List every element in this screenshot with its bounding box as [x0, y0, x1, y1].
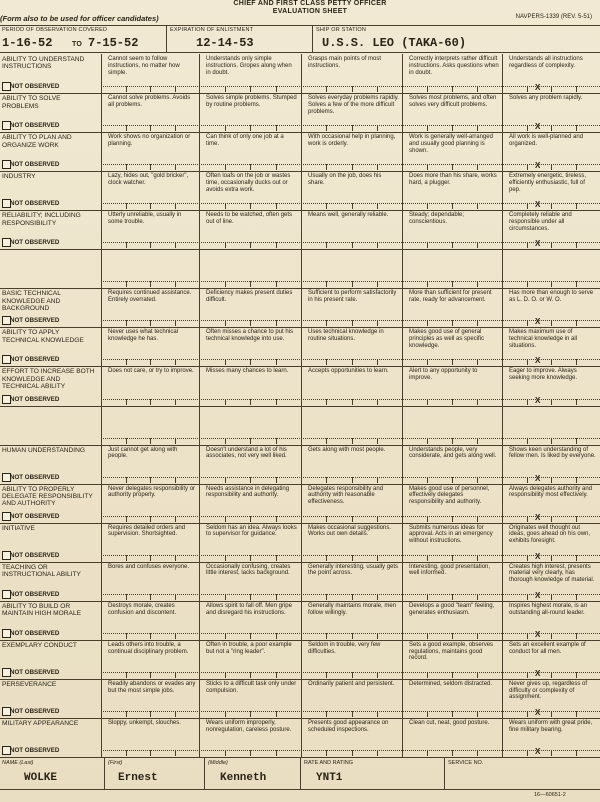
descriptor-cell: Bores and confuses everyone.	[108, 563, 190, 570]
descriptor-cell: Does not care, or try to improve.	[108, 368, 194, 375]
rating-mark[interactable]: X	[535, 395, 541, 405]
descriptor-cell: Destroys morale, creates confusion and discontent.	[108, 602, 177, 616]
descriptor-cell: Makes good use of personnel, effectively delegates responsibility and authority.	[409, 485, 490, 506]
not-observed-label: NOT OBSERVED	[10, 356, 60, 364]
not-observed-label: NOT OBSERVED	[10, 473, 60, 481]
descriptor-cell: Completely reliable and responsible under all circumstances.	[509, 212, 572, 232]
header-rule-bottom	[0, 52, 600, 53]
descriptor-cell: Makes occasional suggestions. Works out own details.	[308, 524, 392, 538]
form-note: (Form also to be used for officer candidates)	[0, 14, 159, 23]
row-rule	[0, 679, 600, 680]
descriptor-cell: More than sufficient for present rate, ready for advancement.	[409, 290, 492, 304]
row-label: ABILITY TO PLAN AND ORGANIZE WORK	[2, 134, 72, 149]
row-label: EXEMPLARY CONDUCT	[2, 641, 77, 649]
row-rule	[0, 93, 600, 94]
row-rule	[0, 288, 600, 289]
row-label: MILITARY APPEARANCE	[2, 719, 79, 727]
footer-divider-2	[204, 757, 205, 789]
row-rule	[0, 210, 600, 211]
descriptor-cell: Generally maintains morale, men follow willingly.	[308, 602, 397, 616]
descriptor-cell: Leads others into trouble, a continual disciplinary problem.	[108, 641, 189, 655]
descriptor-cell: Often loafs on the job or wastes time, occasionally ducks out or avoids extra work.	[206, 173, 291, 193]
row-label: BASIC TECHNICAL KNOWLEDGE AND BACKGROUND	[2, 290, 61, 313]
descriptor-cell: Generally interesting, usually gets the point across.	[308, 563, 399, 577]
header-divider-2	[312, 25, 313, 52]
service-number-label: SERVICE NO.	[448, 760, 484, 766]
not-observed-label: NOT OBSERVED	[10, 83, 60, 91]
last-name-field[interactable]: WOLKE	[24, 772, 58, 784]
scale-rule	[101, 750, 600, 751]
not-observed-label: NOT OBSERVED	[10, 668, 60, 676]
scale-rule	[101, 711, 600, 712]
footer-divider-4	[444, 757, 445, 789]
descriptor-cell: Creates high interest, presents material very clearly, has thorough knowledge of material.	[509, 563, 595, 584]
scale-rule	[101, 438, 600, 439]
descriptor-cell: Presents good appearance on scheduled inspections.	[308, 719, 389, 733]
row-label: ABILITY TO BUILD OR MAINTAIN HIGH MORALE	[2, 602, 82, 618]
descriptor-cell: Sticks to a difficult task only under compulsion.	[206, 680, 297, 694]
descriptor-cell: Accepts opportunities to learn.	[308, 368, 389, 375]
row-rule	[0, 523, 600, 524]
descriptor-cell: With occasional help in planning, work is orderly.	[308, 134, 396, 147]
rating-mark[interactable]: X	[535, 747, 541, 756]
enlistment-field[interactable]: 12-14-53	[196, 36, 254, 50]
descriptor-cell: Seldom has an idea. Always looks to supervisor for guidance.	[206, 524, 297, 538]
column-divider	[502, 54, 503, 757]
scale-rule	[101, 594, 600, 595]
descriptor-cell: Means well, generally reliable.	[308, 212, 389, 219]
period-from-field[interactable]: 1-16-52	[2, 36, 53, 50]
form-code: 16—60651-2	[534, 792, 566, 798]
descriptor-cell: Makes maximum use of technical knowledge in all situations.	[509, 329, 578, 349]
ship-label: SHIP OR STATION	[316, 27, 367, 33]
descriptor-cell: Work shows no organization or planning.	[108, 134, 191, 147]
rating-mark[interactable]: X	[535, 356, 541, 366]
descriptor-cell: Occasionally confusing, creates little interest, lacks background.	[206, 563, 291, 577]
descriptor-cell: Cannot seem to follow instructions, no matter how simple.	[108, 56, 180, 76]
row-rule	[0, 327, 600, 328]
form-title-main: CHIEF AND FIRST CLASS PETTY OFFICER	[233, 0, 387, 7]
scale-rule	[101, 633, 600, 634]
row-rule	[0, 445, 600, 446]
rating-mark[interactable]: X	[535, 161, 541, 171]
period-to-field[interactable]: 7-15-52	[88, 36, 139, 50]
footer-divider-3	[300, 757, 301, 789]
scale-rule	[101, 320, 600, 321]
descriptor-cell: Steady; dependable; conscientious.	[409, 212, 465, 225]
descriptor-cell: Usually on the job, does his share.	[308, 173, 382, 186]
descriptor-cell: Never delegates responsibility or authority properly.	[108, 485, 196, 499]
row-label: HUMAN UNDERSTANDING	[2, 446, 86, 454]
descriptor-cell: Inspires highest morale, is an outstanding all-round leader.	[509, 602, 588, 616]
header-rule-top	[0, 25, 600, 26]
column-divider	[199, 54, 200, 757]
descriptor-cell: Requires detailed orders and supervision. Shortsighted.	[108, 524, 186, 538]
descriptor-cell: Wears uniform with great pride, fine military bearing.	[509, 719, 593, 733]
period-to-word: TO	[72, 41, 82, 48]
descriptor-cell: Interesting, good presentation, well informed.	[409, 563, 491, 577]
not-observed-label: NOT OBSERVED	[10, 629, 60, 637]
descriptor-cell: Work is generally well-arranged and usually good planning is shown.	[409, 134, 493, 154]
middle-name-field[interactable]: Kenneth	[220, 772, 267, 784]
descriptor-cell: Gets along with most people.	[308, 446, 386, 453]
period-label: PERIOD OF OBSERVATION COVERED	[2, 27, 108, 33]
descriptor-cell: Eager to improve. Always seeking more knowledge.	[509, 368, 578, 382]
rating-mark[interactable]: X	[535, 629, 541, 639]
form-title	[180, 0, 440, 16]
row-label: ABILITY TO PROPERLY DELEGATE RESPONSIBILITY AND AUTHORITY	[2, 485, 93, 508]
descriptor-cell: Never gives up, regardless of difficulty or complexity of assignment.	[509, 680, 588, 701]
descriptor-cell: Often misses a chance to put his technical knowledge into use.	[206, 329, 294, 343]
row-rule	[0, 132, 600, 133]
scale-rule	[101, 281, 600, 282]
descriptor-cell: Determined, seldom distracted.	[409, 680, 493, 687]
descriptor-cell: Ordinarily patient and persistent.	[308, 680, 395, 687]
descriptor-cell: Does more than his share, works hard, a plugger.	[409, 173, 497, 186]
not-observed-label: NOT OBSERVED	[10, 122, 60, 130]
rating-mark[interactable]: X	[535, 83, 541, 93]
descriptor-cell: Sets an excellent example of conduct for all men.	[509, 641, 586, 655]
descriptor-cell: Solves any problem rapidly.	[509, 95, 583, 102]
descriptor-cell: Has more than enough to serve as L. D. O. or W. O.	[509, 290, 594, 304]
rating-mark[interactable]: X	[535, 668, 541, 678]
middle-name-label: (Middle)	[208, 760, 228, 766]
footer-divider-1	[104, 757, 105, 789]
descriptor-cell: All work is well-planned and organized.	[509, 134, 584, 147]
row-label: TEACHING OR INSTRUCTIONAL ABILITY	[2, 563, 81, 579]
row-label: PERSEVERANCE	[2, 680, 57, 688]
descriptor-cell: Wears uniform improperly, nonregulation, careless posture.	[206, 719, 292, 733]
rating-mark[interactable]: X	[535, 590, 541, 600]
descriptor-cell: Clean cut, neat, good posture.	[409, 719, 490, 726]
descriptor-cell: Doesn't understand a lot of his associates, not very well liked.	[206, 446, 287, 460]
descriptor-cell: Cannot solve problems. Avoids all problems.	[108, 95, 191, 108]
scale-rule	[101, 672, 600, 673]
not-observed-label: NOT OBSERVED	[10, 590, 60, 598]
descriptor-cell: Readily abandons or evades any but the most simple jobs.	[108, 680, 196, 694]
descriptor-cell: Sloppy, unkempt, slouches.	[108, 719, 181, 726]
rating-mark[interactable]: X	[535, 473, 541, 483]
not-observed-label: NOT OBSERVED	[10, 512, 60, 520]
first-name-label: (First)	[108, 760, 123, 766]
row-rule	[0, 484, 600, 485]
rate-field[interactable]: YNT1	[316, 772, 343, 784]
row-rule	[0, 406, 600, 407]
row-rule	[0, 366, 600, 367]
descriptor-cell: Shows keen understanding of fellow men. Is liked by everyone.	[509, 446, 596, 460]
descriptor-cell: Misses many chances to learn.	[206, 368, 289, 375]
not-observed-label: NOT OBSERVED	[10, 395, 60, 403]
scale-rule	[101, 555, 600, 556]
descriptor-cell: Solves everyday problems rapidly. Solves a few of the more difficult problems.	[308, 95, 399, 115]
not-observed-label: NOT OBSERVED	[10, 551, 60, 559]
not-observed-label: NOT OBSERVED	[10, 747, 60, 754]
column-divider	[301, 54, 302, 757]
scale-rule	[101, 125, 600, 126]
descriptor-cell: Understands only simple instructions. Gropes along when in doubt.	[206, 56, 292, 76]
descriptor-cell: Submits numerous ideas for approval. Acts in an emergency without instructions.	[409, 524, 493, 545]
descriptor-cell: Correctly interprets rather difficult instructions. Asks questions when in doubt.	[409, 56, 499, 76]
descriptor-cell: Deficiency makes present duties difficult.	[206, 290, 293, 304]
descriptor-cell: Seldom in trouble, very few difficulties.	[308, 641, 381, 655]
row-label: RELIABILITY; INCLUDING RESPONSIBILITY	[2, 212, 81, 227]
last-name-label: NAME (Last)	[2, 760, 34, 766]
descriptor-cell: Needs assistance in delegating responsibility and authority.	[206, 485, 290, 499]
descriptor-cell: Often in trouble, a poor example but not a "ring leader".	[206, 641, 292, 655]
form-title-sub: EVALUATION SHEET	[272, 8, 348, 15]
row-label: EFFORT TO INCREASE BOTH KNOWLEDGE AND TECHNICAL ABILITY	[2, 368, 95, 391]
first-name-field[interactable]: Ernest	[118, 772, 158, 784]
row-label: INDUSTRY	[2, 173, 36, 181]
descriptor-cell: Needs to be watched, often gets out of line.	[206, 212, 293, 225]
descriptor-cell: Can think of only one job at a time.	[206, 134, 284, 147]
row-label: ABILITY TO SOLVE PROBLEMS	[2, 95, 61, 110]
row-label: ABILITY TO UNDERSTAND INSTRUCTIONS	[2, 56, 85, 71]
rating-mark[interactable]: X	[535, 551, 541, 561]
scale-rule	[101, 203, 600, 204]
not-observed-label: NOT OBSERVED	[10, 707, 60, 715]
descriptor-cell: Develops a good "team" feeling, generates enthusiasm.	[409, 602, 495, 616]
scale-rule	[101, 516, 600, 517]
scale-rule	[101, 399, 600, 400]
scale-rule	[101, 86, 600, 87]
row-rule	[0, 249, 600, 250]
descriptor-cell: Requires continued assistance. Entirely overrated.	[108, 290, 192, 304]
descriptor-cell: Originates well thought out ideas, goes ahead on his own, exhibits foresight.	[509, 524, 591, 545]
row-label: ABILITY TO APPLY TECHNICAL KNOWLEDGE	[2, 329, 84, 344]
descriptor-cell: Uses technical knowledge in routine situations.	[308, 329, 384, 343]
descriptor-cell: Alert to any opportunity to improve.	[409, 368, 478, 382]
column-divider	[402, 54, 403, 757]
not-observed-label: NOT OBSERVED	[10, 239, 60, 247]
scale-rule	[101, 242, 600, 243]
rating-mark[interactable]: X	[535, 200, 541, 210]
row-rule	[0, 562, 600, 563]
not-observed-label: NOT OBSERVED	[10, 200, 60, 208]
row-rule	[0, 601, 600, 602]
scale-rule	[101, 359, 600, 360]
descriptor-cell: Lazy, hides out, "gold bricker", clock watcher.	[108, 173, 189, 186]
row-rule	[0, 640, 600, 641]
descriptor-cell: Utterly unreliable, usually in some trouble.	[108, 212, 182, 225]
scale-rule	[101, 477, 600, 478]
rating-mark[interactable]: X	[535, 122, 541, 132]
rating-mark[interactable]: X	[535, 239, 541, 249]
descriptor-cell: Sets a good example, observes regulations, maintains good record.	[409, 641, 494, 662]
descriptor-cell: Sufficient to perform satisfactorily in his present rate.	[308, 290, 397, 304]
rating-mark[interactable]: X	[535, 707, 541, 717]
enlistment-label: EXPIRATION OF ENLISTMENT	[170, 27, 254, 33]
rating-mark[interactable]: X	[535, 512, 541, 522]
rate-label: RATE AND RATING	[304, 760, 353, 766]
descriptor-cell: Makes good use of general principles as well as specific knowledge.	[409, 329, 485, 349]
descriptor-cell: Allows spirit to fall off. Men gripe and disregard his instructions.	[206, 602, 292, 616]
descriptor-cell: Extremely energetic, tireless, efficiently enthusiastic, full of pep.	[509, 173, 587, 193]
descriptor-cell: Understands people, very considerate, and gets along well.	[409, 446, 497, 460]
not-observed-label: NOT OBSERVED	[10, 161, 60, 169]
descriptor-cell: Never uses what technical knowledge he has.	[108, 329, 179, 343]
scale-rule	[101, 164, 600, 165]
descriptor-cell: Grasps main points of most instructions.	[308, 56, 382, 69]
rating-mark[interactable]: X	[535, 317, 541, 327]
descriptor-cell: Just cannot get along with people.	[108, 446, 178, 460]
header-divider-1	[166, 25, 167, 52]
row-rule	[0, 171, 600, 172]
descriptor-cell: Solves simple problems. Stumped by routine problems.	[206, 95, 297, 108]
ship-field[interactable]: U.S.S. LEO (TAKA-60)	[322, 36, 467, 50]
row-rule	[0, 718, 600, 719]
footer-rule-bottom	[0, 789, 600, 790]
descriptor-cell: Delegates responsibility and authority with reasonable effectiveness.	[308, 485, 384, 506]
descriptor-cell: Solves most problems, and often solves very difficult problems.	[409, 95, 497, 108]
form-number: NAVPERS-1339 (REV. 5-51)	[515, 14, 592, 20]
not-observed-label: NOT OBSERVED	[10, 317, 60, 325]
row-label: INITIATIVE	[2, 524, 35, 532]
descriptor-cell: Understands all instructions regardless of complexity.	[509, 56, 583, 69]
column-divider	[101, 54, 102, 757]
descriptor-cell: Always delegates authority and responsibility most effectively.	[509, 485, 593, 499]
